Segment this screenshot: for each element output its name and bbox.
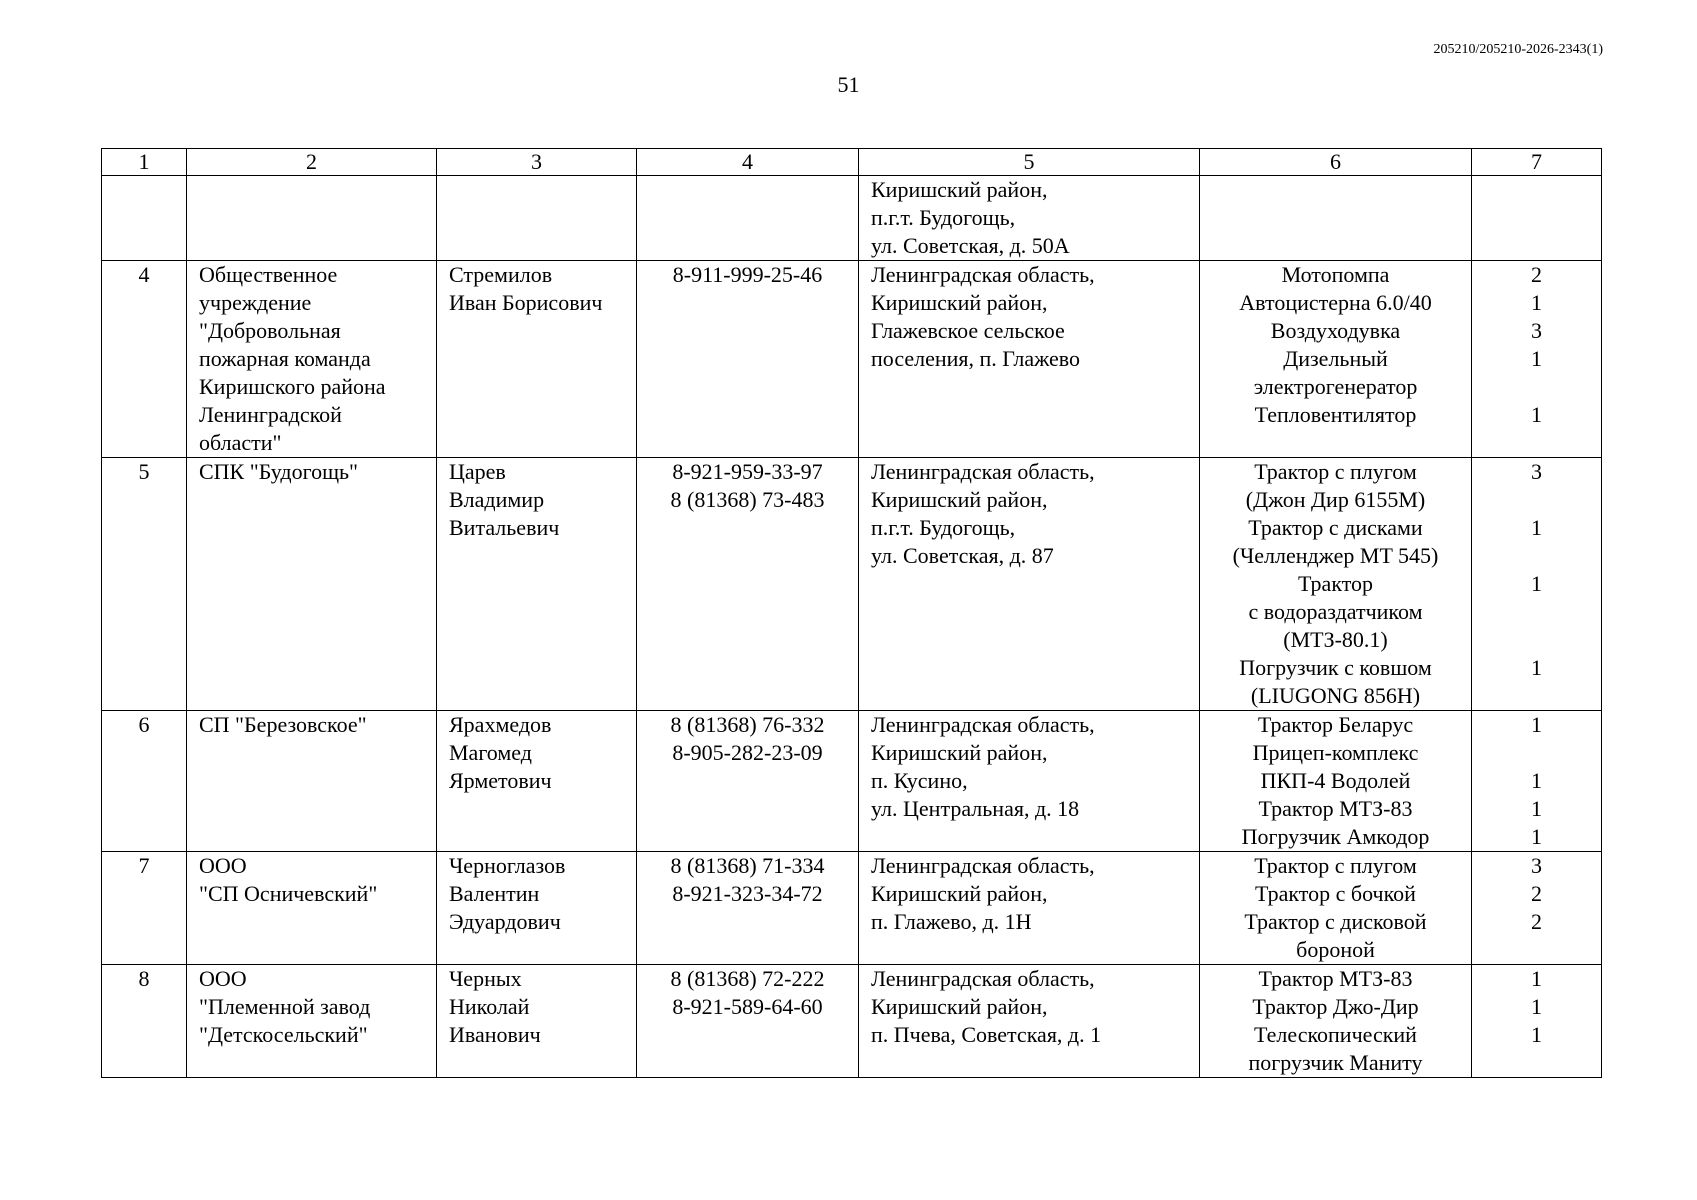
equipment-line: Трактор с бочкой xyxy=(1255,881,1416,906)
quantity-line: 2 xyxy=(1531,262,1542,287)
row-number-cell xyxy=(102,852,187,965)
row-number-cell xyxy=(102,458,187,711)
equipment-line: Воздуходувка xyxy=(1270,318,1401,343)
equipment-line: Телескопический xyxy=(1254,1022,1417,1047)
quantity-line xyxy=(1484,682,1589,710)
contact-person-line: Магомед xyxy=(449,740,532,765)
equipment-line: Погрузчик Амкодор xyxy=(1241,824,1430,849)
equipment-line: погрузчик Маниту xyxy=(1248,1050,1423,1075)
row-number: 5 xyxy=(138,459,150,484)
quantity-line: 1 xyxy=(1531,994,1542,1019)
address-line: Ленинградская область, xyxy=(871,712,1095,737)
phone-line: 8-905-282-23-09 xyxy=(672,740,823,765)
address-line: п. Глажево, д. 1Н xyxy=(871,909,1032,934)
quantity-line: 1 xyxy=(1531,571,1542,596)
contact-person-line: Витальевич xyxy=(449,515,560,540)
equipment-line: Трактор Джо-Дир xyxy=(1252,994,1419,1019)
address-line: п. Пчева, Советская, д. 1 xyxy=(871,1022,1102,1047)
table-row xyxy=(102,176,1602,261)
contact-person-line: Ярахмедов xyxy=(449,712,552,737)
quantity-cell xyxy=(1472,965,1602,1078)
contact-person-line: Черноглазов xyxy=(449,853,566,878)
quantity-line: 2 xyxy=(1531,881,1542,906)
row-number: 8 xyxy=(138,966,150,991)
equipment-cell xyxy=(1200,852,1472,965)
phone-line: 8 (81368) 72-222 xyxy=(670,966,825,991)
equipment-line: Дизельный xyxy=(1283,346,1388,371)
row-number-cell xyxy=(102,176,187,261)
page-number: 51 xyxy=(837,72,860,97)
quantity-line xyxy=(1484,1049,1589,1077)
contact-person-line: Иван Борисович xyxy=(449,290,603,315)
equipment-line: Автоцистерна 6.0/40 xyxy=(1239,290,1432,315)
organization-line: "СП Осничевский" xyxy=(199,881,378,906)
equipment-line: Трактор с дисковой xyxy=(1244,909,1427,934)
address-line: п.г.т. Будогощь, xyxy=(871,515,1016,540)
equipment-line: с водораздатчиком xyxy=(1248,599,1423,624)
quantity-line: 1 xyxy=(1531,824,1542,849)
address-line: п.г.т. Будогощь, xyxy=(871,205,1016,230)
column-header: 5 xyxy=(859,149,1200,176)
phone-line: 8 (81368) 73-483 xyxy=(670,487,825,512)
phone-line: 8-921-959-33-97 xyxy=(672,459,823,484)
phone-line: 8-911-999-25-46 xyxy=(672,262,823,287)
equipment-line: Трактор xyxy=(1297,571,1374,596)
organization-line: "Добровольная xyxy=(199,318,341,343)
quantity-line: 1 xyxy=(1531,1022,1542,1047)
column-header: 6 xyxy=(1200,149,1472,176)
address-line: ул. Центральная, д. 18 xyxy=(871,796,1080,821)
row-number-cell xyxy=(102,711,187,852)
row-number: 4 xyxy=(138,262,150,287)
organization-line: Киришского района xyxy=(199,374,386,399)
organization-cell xyxy=(187,852,437,965)
address-line: Киришский район, xyxy=(871,290,1048,315)
organization-cell xyxy=(187,711,437,852)
equipment-line: Трактор с дисками xyxy=(1248,515,1423,540)
organization-line: ООО xyxy=(199,966,247,991)
contact-person-line: Николай xyxy=(449,994,530,1019)
phone-line: 8-921-323-34-72 xyxy=(672,881,823,906)
contact-person-cell xyxy=(437,711,637,852)
equipment-line: Погрузчик с ковшом xyxy=(1239,655,1432,680)
contact-person-line: Иванович xyxy=(449,1022,541,1047)
row-number-cell xyxy=(102,261,187,458)
column-header: 7 xyxy=(1472,149,1602,176)
equipment-line: Тепловентилятор xyxy=(1254,402,1417,427)
address-line: ул. Советская, д. 50А xyxy=(871,233,1070,258)
quantity-line xyxy=(1484,486,1589,514)
document-id: 205210/205210-2026-2343(1) xyxy=(1433,42,1603,57)
contact-person-cell xyxy=(437,261,637,458)
equipment-line: Трактор с плугом xyxy=(1254,853,1417,878)
quantity-line xyxy=(1484,626,1589,654)
table-row xyxy=(102,261,1602,458)
address-line: Киришский район, xyxy=(871,177,1048,202)
quantity-line: 3 xyxy=(1531,459,1542,484)
address-cell xyxy=(859,176,1200,261)
quantity-line xyxy=(1484,739,1589,767)
contact-person-cell xyxy=(437,965,637,1078)
column-number-row xyxy=(102,149,1602,176)
equipment-cell xyxy=(1200,261,1472,458)
row-number-cell xyxy=(102,965,187,1078)
equipment-line: (Джон Дир 6155M) xyxy=(1245,487,1426,512)
equipment-line: (МТЗ-80.1) xyxy=(1283,627,1388,652)
contact-person-cell xyxy=(437,176,637,261)
quantity-line xyxy=(1484,598,1589,626)
address-line: Киришский район, xyxy=(871,740,1048,765)
quantity-line xyxy=(1484,373,1589,401)
organization-cell xyxy=(187,965,437,1078)
column-header: 4 xyxy=(637,149,859,176)
column-header: 2 xyxy=(187,149,437,176)
equipment-cell xyxy=(1200,711,1472,852)
equipment-line: Трактор МТЗ-83 xyxy=(1258,966,1413,991)
equipment-line: (LIUGONG 856H) xyxy=(1250,683,1421,708)
quantity-line: 3 xyxy=(1531,318,1542,343)
quantity-line: 1 xyxy=(1531,346,1542,371)
quantity-cell xyxy=(1472,261,1602,458)
quantity-line: 1 xyxy=(1531,515,1542,540)
quantity-cell xyxy=(1472,176,1602,261)
organization-cell xyxy=(187,261,437,458)
quantity-line xyxy=(1484,936,1589,964)
phone-cell xyxy=(637,458,859,711)
phone-line: 8 (81368) 71-334 xyxy=(670,853,825,878)
phone-line: 8 (81368) 76-332 xyxy=(670,712,825,737)
organization-line: "Племенной завод xyxy=(199,994,371,1019)
organization-cell xyxy=(187,176,437,261)
row-number: 7 xyxy=(138,853,150,878)
column-header: 1 xyxy=(102,149,187,176)
equipment-line: Трактор с плугом xyxy=(1254,459,1417,484)
equipment-line: Прицеп-комплекс xyxy=(1252,740,1419,765)
contact-person-cell xyxy=(437,458,637,711)
address-line: Глажевское сельское xyxy=(871,318,1065,343)
phone-cell xyxy=(637,261,859,458)
phone-cell xyxy=(637,176,859,261)
equipment-line: Трактор МТЗ-83 xyxy=(1258,796,1413,821)
quantity-cell xyxy=(1472,711,1602,852)
equipment-table xyxy=(101,148,1602,1078)
equipment-line: Мотопомпа xyxy=(1281,262,1390,287)
table-row xyxy=(102,965,1602,1078)
phone-cell xyxy=(637,711,859,852)
contact-person-line: Стремилов xyxy=(449,262,553,287)
quantity-line: 1 xyxy=(1531,655,1542,680)
address-line: Киришский район, xyxy=(871,487,1048,512)
address-cell xyxy=(859,965,1200,1078)
table-row xyxy=(102,852,1602,965)
organization-line: СПК "Будогощь" xyxy=(199,459,359,484)
table-row xyxy=(102,711,1602,852)
address-line: Ленинградская область, xyxy=(871,853,1095,878)
contact-person-cell xyxy=(437,852,637,965)
quantity-line xyxy=(1484,542,1589,570)
quantity-cell xyxy=(1472,458,1602,711)
phone-cell xyxy=(637,965,859,1078)
quantity-line: 1 xyxy=(1531,768,1542,793)
contact-person-line: Ярметович xyxy=(449,768,552,793)
address-line: Ленинградская область, xyxy=(871,459,1095,484)
organization-line: СП "Березовское" xyxy=(199,712,367,737)
column-header: 3 xyxy=(437,149,637,176)
phone-line: 8-921-589-64-60 xyxy=(672,994,823,1019)
equipment-line: Трактор Беларус xyxy=(1257,712,1414,737)
organization-line: "Детскосельский" xyxy=(199,1022,368,1047)
organization-line: учреждение xyxy=(199,290,312,315)
equipment-cell xyxy=(1200,965,1472,1078)
address-cell xyxy=(859,261,1200,458)
quantity-line: 2 xyxy=(1531,909,1542,934)
contact-person-line: Валентин xyxy=(449,881,540,906)
table-row xyxy=(102,458,1602,711)
address-line: ул. Советская, д. 87 xyxy=(871,543,1054,568)
organization-line: Общественное xyxy=(199,262,338,287)
organization-line: Ленинградской xyxy=(199,402,342,427)
contact-person-line: Эдуардович xyxy=(449,909,561,934)
contact-person-line: Владимир xyxy=(449,487,545,512)
address-line: Киришский район, xyxy=(871,994,1048,1019)
equipment-line: (Челленджер MT 545) xyxy=(1232,543,1439,568)
organization-line: ООО xyxy=(199,853,247,878)
address-line: Ленинградская область, xyxy=(871,262,1095,287)
contact-person-line: Царев xyxy=(449,459,506,484)
equipment-cell xyxy=(1200,176,1472,261)
address-cell xyxy=(859,711,1200,852)
equipment-line: бороной xyxy=(1296,937,1375,962)
equipment-line: ПКП-4 Водолей xyxy=(1260,768,1411,793)
row-number: 6 xyxy=(138,712,150,737)
quantity-cell xyxy=(1472,852,1602,965)
address-cell xyxy=(859,852,1200,965)
organization-cell xyxy=(187,458,437,711)
phone-cell xyxy=(637,852,859,965)
quantity-line: 1 xyxy=(1531,796,1542,821)
quantity-line: 1 xyxy=(1531,712,1542,737)
quantity-line: 3 xyxy=(1531,853,1542,878)
equipment-line: электрогенератор xyxy=(1253,374,1418,399)
equipment-cell xyxy=(1200,458,1472,711)
address-line: поселения, п. Глажево xyxy=(871,346,1081,371)
quantity-line: 1 xyxy=(1531,290,1542,315)
organization-line: области" xyxy=(199,430,282,455)
organization-line: пожарная команда xyxy=(199,346,371,371)
address-line: п. Кусино, xyxy=(871,768,968,793)
contact-person-line: Черных xyxy=(449,966,522,991)
quantity-line: 1 xyxy=(1531,966,1542,991)
address-cell xyxy=(859,458,1200,711)
quantity-line: 1 xyxy=(1531,402,1542,427)
address-line: Киришский район, xyxy=(871,881,1048,906)
address-line: Ленинградская область, xyxy=(871,966,1095,991)
